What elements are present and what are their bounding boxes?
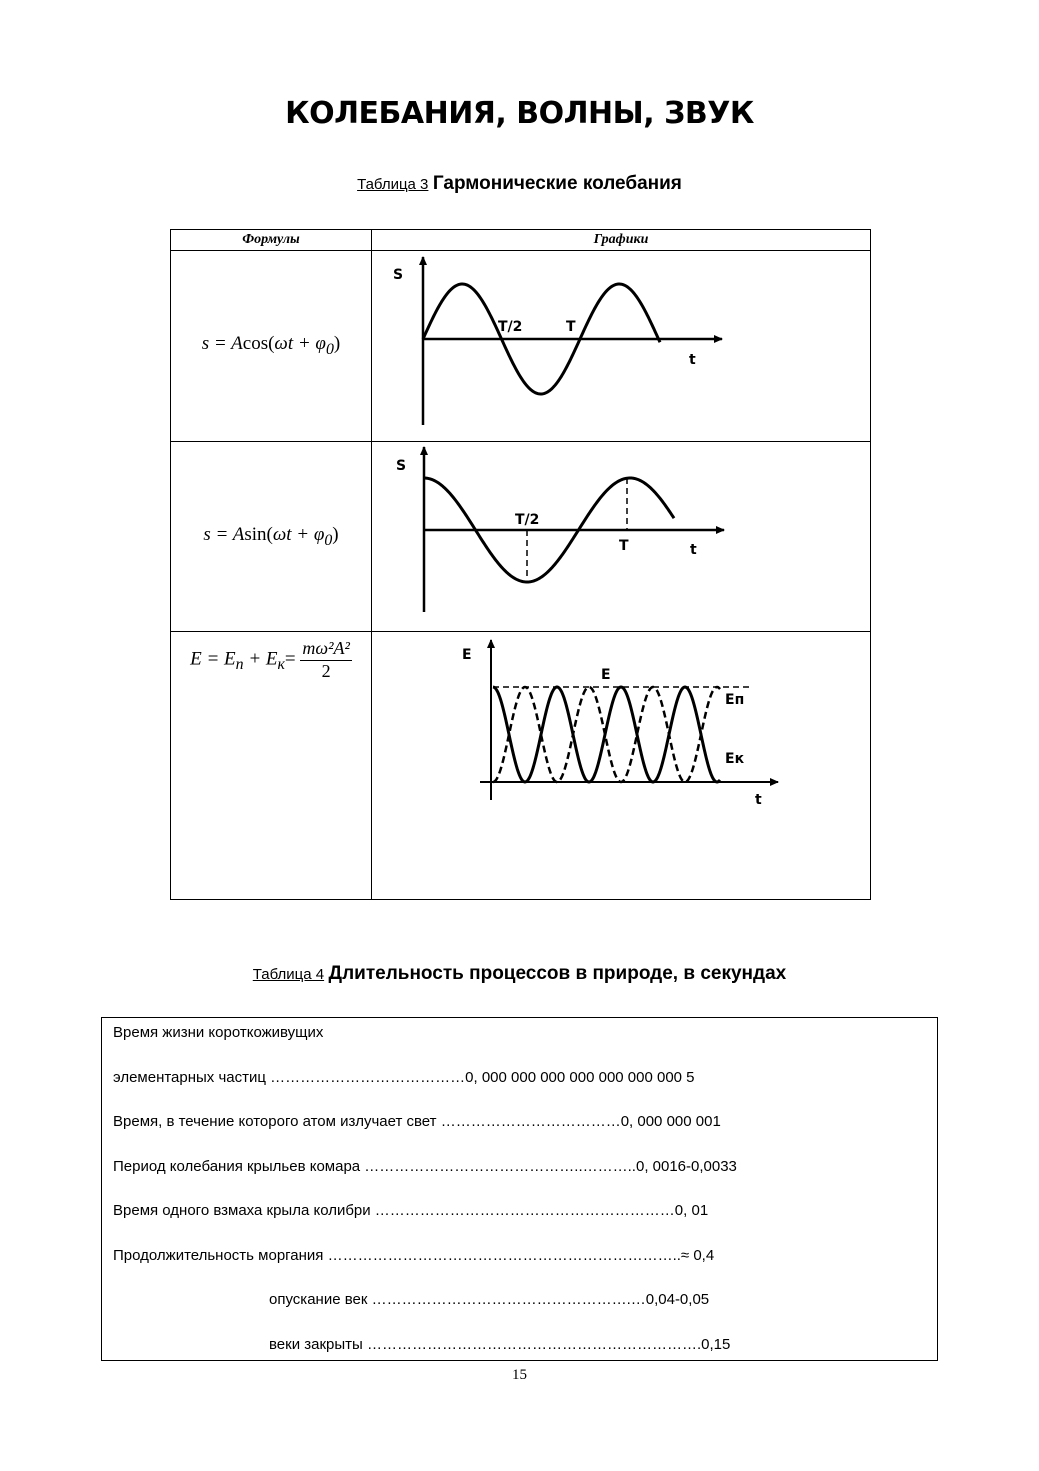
formula-function: sin( bbox=[244, 523, 273, 545]
fraction-denominator: 2 bbox=[321, 661, 331, 681]
formula-equals: = bbox=[284, 648, 301, 670]
label-potential-energy: Eп bbox=[725, 692, 745, 708]
formula-argument: ωt + φ bbox=[272, 523, 325, 545]
page-title: КОЛЕБАНИЯ, ВОЛНЫ, ЗВУК bbox=[285, 96, 754, 131]
cos-graph-svg bbox=[372, 251, 870, 436]
label-half-period: T/2 bbox=[515, 512, 540, 528]
list-item: Продолжительность моргания ……………………………………………………………..≈ 0,4 bbox=[113, 1247, 715, 1264]
header-graphs: Графики bbox=[372, 230, 871, 251]
table3-title: Гармонические колебания bbox=[432, 173, 682, 194]
list-item: Время, в течение которого атом излучает свет ………………………………0, 000 000 001 bbox=[113, 1113, 721, 1130]
table-row bbox=[171, 251, 871, 442]
label-kinetic-energy: Eк bbox=[725, 751, 745, 767]
graph-sin bbox=[372, 442, 871, 632]
formula-sub-kinetic: к bbox=[277, 656, 285, 674]
list-item: веки закрыты ………………………………………………………….0,15 bbox=[269, 1336, 731, 1353]
table-row bbox=[171, 632, 871, 900]
list-item: опускание век …………………………………………….…0,04-0,05 bbox=[269, 1291, 710, 1308]
formula-plus: + E bbox=[243, 648, 278, 670]
page-number: 15 bbox=[512, 1367, 527, 1383]
label-period: T bbox=[566, 319, 576, 335]
header-formulas: Формулы bbox=[171, 230, 372, 251]
formula-subscript: 0 bbox=[325, 340, 334, 358]
sin-graph-svg bbox=[372, 442, 870, 626]
durations-table bbox=[101, 1017, 938, 1361]
formula-sub-potential: п bbox=[235, 656, 244, 674]
axis-label-x: t bbox=[689, 352, 696, 368]
formula-amplitude: A bbox=[232, 523, 245, 545]
axis-label-y: S bbox=[393, 267, 404, 283]
table-row bbox=[171, 442, 871, 632]
table3-caption bbox=[0, 173, 1039, 195]
potential-energy-curve bbox=[493, 687, 720, 782]
formula-function: cos( bbox=[242, 333, 275, 355]
label-period: T bbox=[619, 538, 629, 554]
label-half-period: T/2 bbox=[498, 319, 523, 335]
formula-lhs: s = bbox=[203, 523, 233, 545]
formula-lhs: s = bbox=[201, 333, 232, 355]
harmonic-oscillations-table bbox=[170, 229, 871, 900]
formula-argument: ωt + φ bbox=[274, 333, 326, 355]
formula-cos bbox=[171, 251, 372, 442]
list-item: элементарных частиц …………………………………0, 000 000 000 000 000 000 000 5 bbox=[113, 1069, 695, 1086]
table-header-row bbox=[171, 230, 871, 251]
list-item: Период колебания крыльев комара ……………………………………..………..0, 0016-0,0033 bbox=[113, 1158, 737, 1175]
fraction-numerator: mω²A² bbox=[300, 638, 352, 661]
table4-caption bbox=[0, 963, 1039, 985]
formula-close: ) bbox=[333, 333, 341, 355]
energy-graph-svg bbox=[372, 632, 870, 894]
axis-label-y: S bbox=[396, 458, 407, 474]
formula-close: ) bbox=[332, 523, 339, 545]
label-total-energy: E bbox=[601, 667, 611, 683]
formula-amplitude: A bbox=[231, 333, 243, 355]
table4-title: Длительность процессов в природе, в секундах bbox=[328, 963, 787, 984]
formula-fraction bbox=[300, 638, 352, 682]
formula-energy bbox=[171, 632, 372, 900]
formula-lhs: E = E bbox=[190, 648, 236, 670]
graph-cos bbox=[372, 251, 871, 442]
graph-energy bbox=[372, 632, 871, 900]
axis-label-x: t bbox=[690, 542, 697, 558]
formula-sin bbox=[171, 442, 372, 632]
table4-number: Таблица 4 bbox=[252, 966, 325, 983]
formula-subscript: 0 bbox=[324, 531, 333, 549]
axis-label-x: t bbox=[755, 792, 762, 808]
axis-label-y: E bbox=[462, 647, 472, 663]
list-item: Время жизни короткоживущих bbox=[113, 1024, 324, 1041]
table3-number: Таблица 3 bbox=[357, 176, 429, 193]
list-item: Время одного взмаха крыла колибри ……………………………………………………0, 01 bbox=[113, 1202, 709, 1219]
